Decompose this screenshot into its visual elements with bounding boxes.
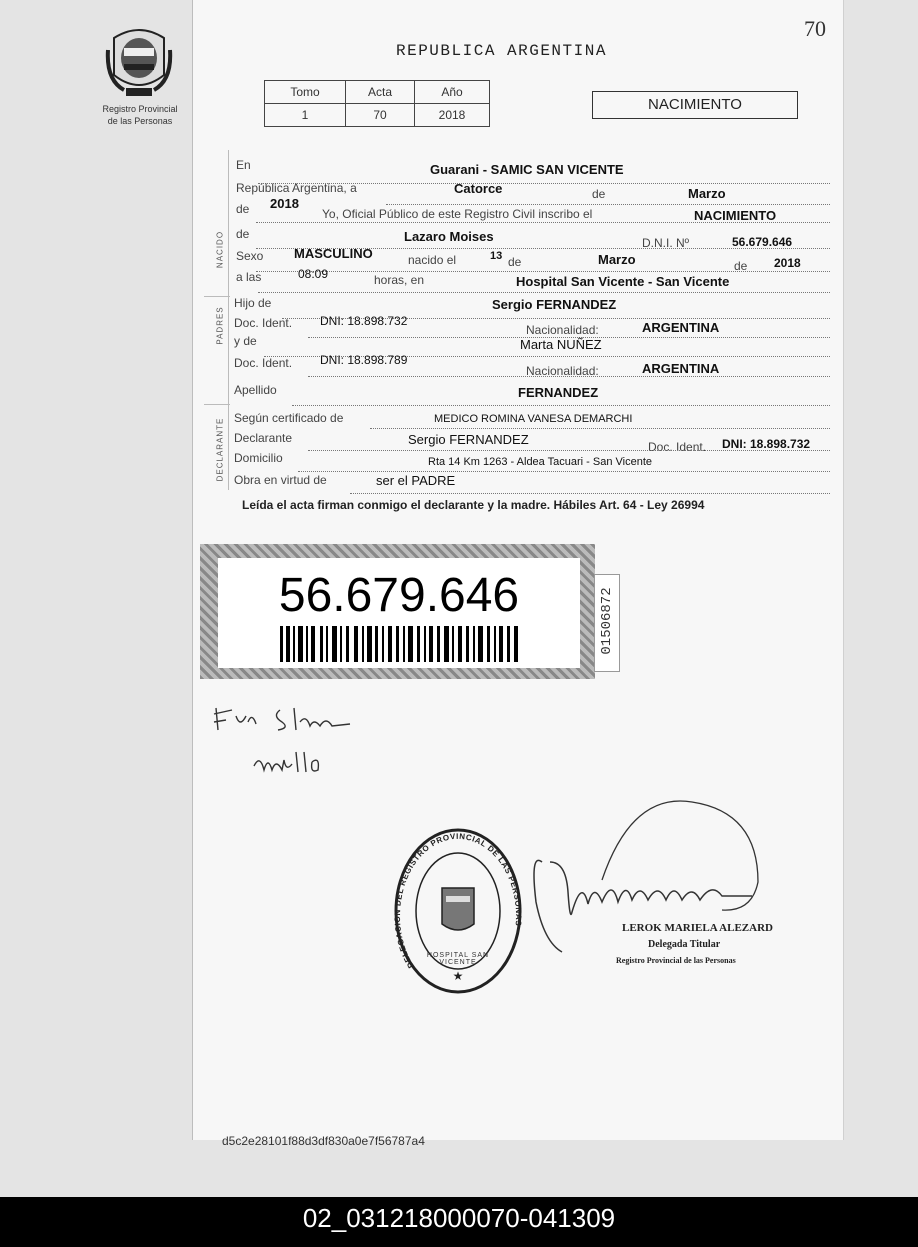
header-tomo: Tomo [265,81,346,104]
seal-inner-text: HOSPITAL SAN VICENTE [426,952,490,966]
official-name: LEROK MARIELA ALEZARD [622,922,773,934]
value-dia: 13 [490,250,503,262]
label-nacido-el: nacido el [408,253,457,267]
value-acto: NACIMIENTO [694,208,777,223]
label-obra: Obra en virtud de [234,473,327,487]
value-lugar-nac: Hospital San Vicente - San Vicente [516,274,730,289]
official-seal-icon [392,826,524,996]
label-domicilio: Domicilio [234,451,283,465]
value-nac-madre: ARGENTINA [642,361,720,376]
label-en: En [236,158,251,172]
label-nacionalidad-padre: Nacionalidad: [526,323,599,337]
dotted-line [308,376,830,377]
label-de-anio: de [734,259,748,273]
label-dni: D.N.I. Nº [642,236,690,250]
value-anio: 2018 [270,196,299,211]
sticker-serial: 01506872 [599,587,615,655]
value-domicilio: Rta 14 Km 1263 - Aldea Tacuari - San Vicente [428,456,653,468]
sticker-serial-tag [594,574,620,672]
label-de-nombre: de [236,227,250,241]
value-dia-letras: Catorce [454,181,503,196]
label-y-de: y de [234,334,257,348]
value-dni-nacido: 56.679.646 [732,235,793,249]
section-divider [204,404,230,405]
label-doc-ident-padre: Doc. Ident. [234,316,293,330]
sticker-number: 56.679.646 [278,569,520,622]
sticker-label [218,558,580,668]
act-type-box: NACIMIENTO [592,91,798,119]
label-nacionalidad-madre: Nacionalidad: [526,364,599,378]
header-anio: Año [415,81,490,104]
dotted-line [298,471,830,472]
dotted-line [258,292,830,293]
value-certificado: MEDICO ROMINA VANESA DEMARCHI [434,413,633,425]
dotted-line [370,428,830,429]
value-mes-nac: Marzo [598,252,636,267]
header-acta: Acta [346,81,415,104]
section-padres: PADRES [215,306,225,345]
svg-text:★: ★ [452,969,464,983]
registry-name-line2: de las Personas [107,116,173,126]
record-table [264,80,490,127]
label-republica: República Argentina, a [236,181,357,195]
value-sexo: MASCULINO [294,246,373,261]
official-role: Delegada Titular [648,939,721,950]
label-doc-ident-madre: Doc. Ident. [234,356,293,370]
label-declarante: Declarante [234,431,293,445]
seal-outer-text: DELEGACION DEL REGISTRO PROVINCIAL DE LAS PERSONAS [392,831,524,970]
dotted-line [350,493,830,494]
label-a-las: a las [236,270,262,284]
value-anio: 2018 [415,104,490,127]
section-nacido: NACIDO [215,230,225,269]
page-number: 70 [804,16,826,41]
value-padre: Sergio FERNANDEZ [492,297,617,312]
label-apellido: Apellido [234,383,277,397]
dotted-line [292,405,830,406]
value-dni-padre: DNI: 18.898.732 [320,314,408,328]
value-madre: Marta NUÑEZ [520,337,602,352]
document-hash: d5c2e28101f88d3df830a0e7f56787a4 [222,1134,425,1148]
value-dni-declarante: DNI: 18.898.732 [722,437,811,451]
barcode-icon [280,626,520,662]
country-title: REPUBLICA ARGENTINA [396,42,607,60]
label-de: de [592,187,606,201]
registry-name-line1: Registro Provincial [102,104,178,114]
label-horas-en: horas, en [374,273,425,287]
value-obra: ser el PADRE [376,473,456,488]
dotted-line [308,450,830,451]
value-dni-madre: DNI: 18.898.789 [320,353,408,367]
label-de-mes: de [508,255,522,269]
value-nac-padre: ARGENTINA [642,320,720,335]
official-signature [522,792,772,962]
official-office: Registro Provincial de las Personas [616,956,736,965]
value-anio-nac: 2018 [774,256,801,270]
section-declarante: DECLARANTE [215,417,225,482]
label-sexo: Sexo [236,249,264,263]
left-rule [228,150,229,490]
dotted-line [386,204,830,205]
section-divider [204,296,230,297]
label-hijo-de: Hijo de [234,296,272,310]
label-segun-certificado: Según certificado de [234,411,344,425]
value-acta: 70 [346,104,415,127]
value-apellido: FERNANDEZ [518,385,599,400]
value-hora: 08:09 [298,267,329,281]
value-mes: Marzo [688,186,726,201]
label-yo-oficial: Yo, Oficial Público de este Registro Civil inscribo el [322,207,593,221]
closing-text: Leída el acta firman conmigo el declarante y la madre. Hábiles Art. 64 - Ley 26994 [242,498,705,512]
label-doc-ident-declarante: Doc. Ident. [648,440,707,454]
value-tomo: 1 [265,104,346,127]
label-de-year: de [236,202,250,216]
dotted-line [256,271,830,272]
value-lugar: Guarani - SAMIC SAN VICENTE [430,162,624,177]
province-emblem-icon [104,20,174,100]
handwriting-mark [210,700,370,790]
value-nombre: Lazaro Moises [404,229,494,244]
dni-sticker [200,544,595,679]
dotted-line [256,222,830,223]
footer-id: 02_031218000070-041309 [0,1197,918,1247]
value-declarante: Sergio FERNANDEZ [408,432,529,447]
